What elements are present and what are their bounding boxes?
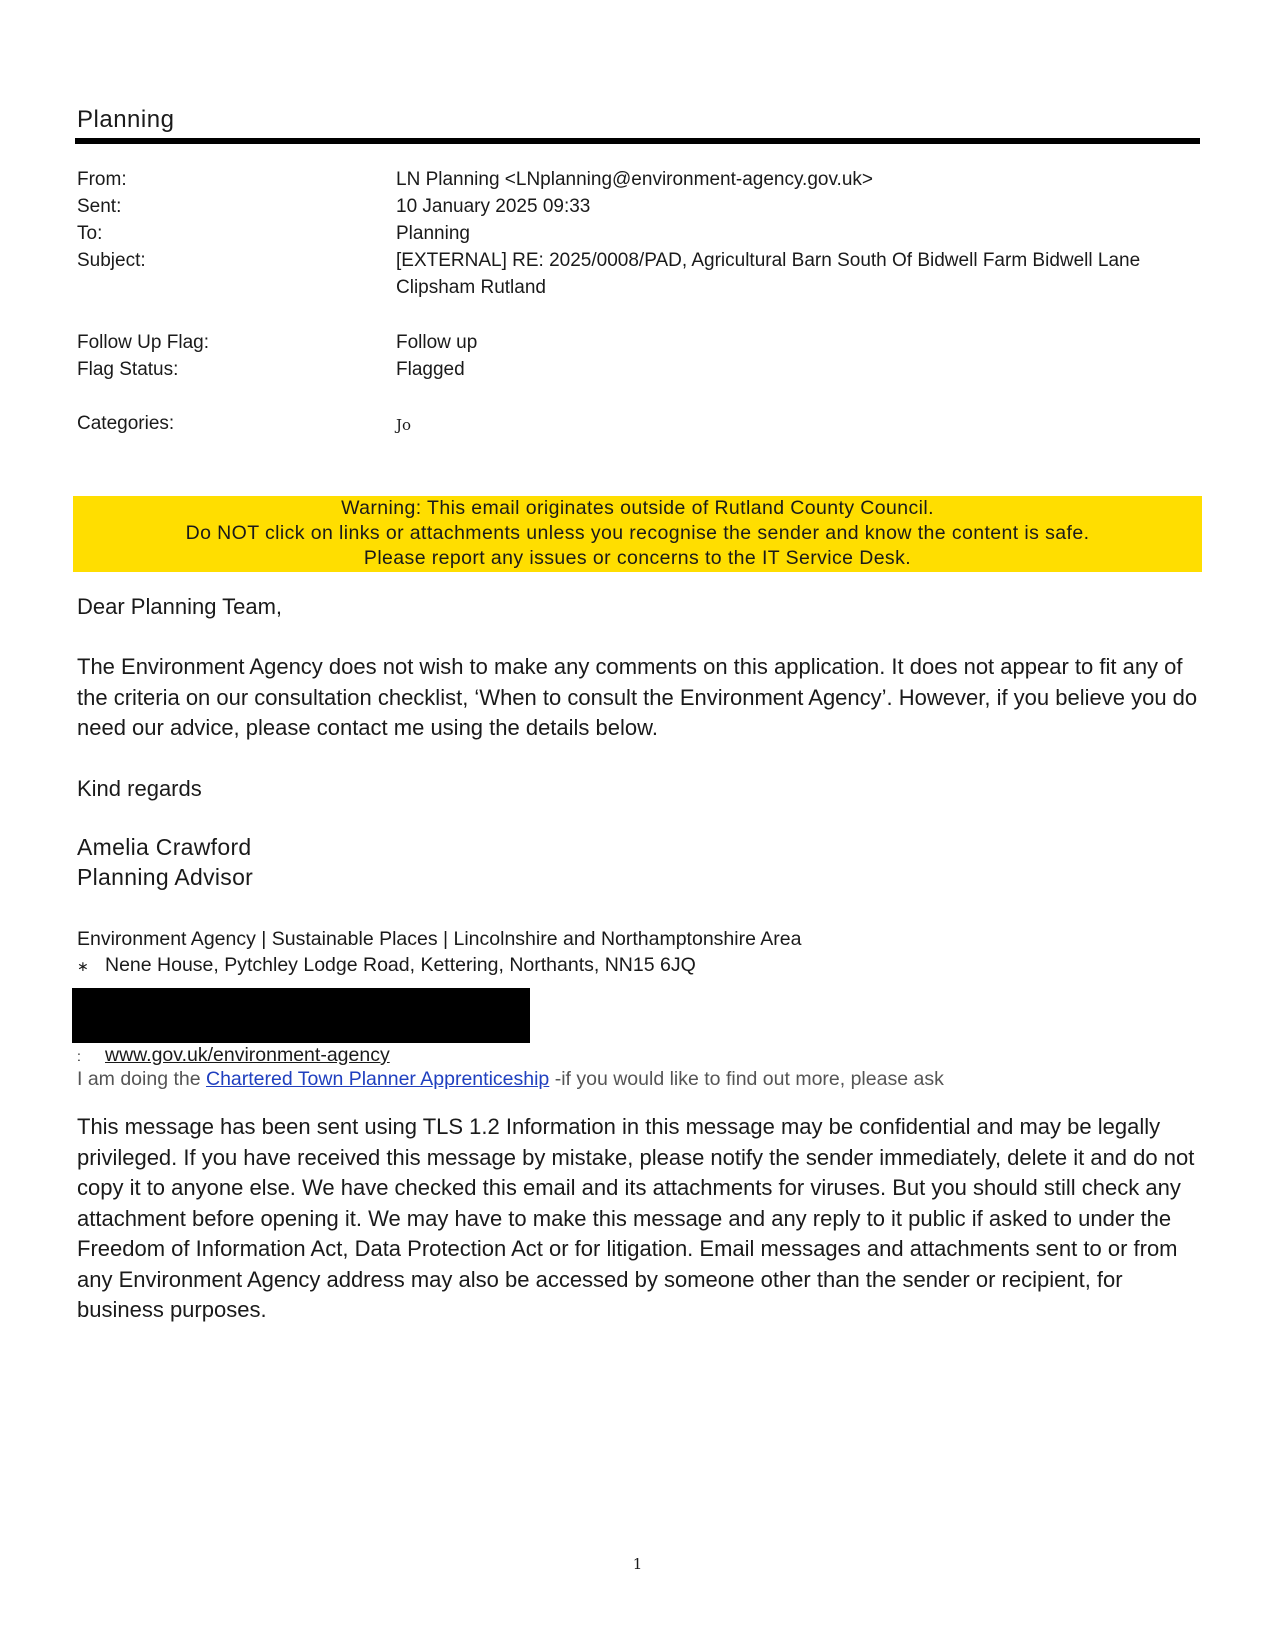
categories-value: Jo	[396, 416, 412, 434]
follow-up-flag-label: Follow Up Flag:	[77, 332, 209, 353]
signature-name: Amelia Crawford	[77, 834, 252, 860]
closing: Kind regards	[77, 776, 202, 801]
sent-value: 10 January 2025 09:33	[396, 196, 591, 217]
subject-value-line1: [EXTERNAL] RE: 2025/0008/PAD, Agricultural Barn South Of Bidwell Farm Bidwell Lane	[396, 250, 1141, 271]
confidentiality-disclaimer: This message has been sent using TLS 1.2 Information in this message may be confidential and may be legally privileged. If you have received this message by mistake, please notify the sender immediately, delete it and do not copy it to anyone else. We have checked this email and its attachments for viruses. But you should still check any attachment before opening it. We may have to make this message and any reply to it public if asked to under the Freedom of Information Act, Data Protection Act or for litigation. Email messages and attachments sent to or from any Environment Agency address may also be accessed by someone other than the sender or recipient, for business purposes.	[77, 1114, 1195, 1322]
subject-label: Subject:	[77, 250, 146, 271]
document-title: Planning	[77, 106, 175, 133]
to-value: Planning	[396, 223, 470, 244]
address-bullet-icon: ∗	[77, 957, 89, 974]
sent-label: Sent:	[77, 196, 122, 217]
from-label: From:	[77, 169, 127, 190]
apprenticeship-line	[77, 1068, 944, 1091]
flag-status-value: Flagged	[396, 359, 465, 380]
apprenticeship-suffix: -if you would like to find out more, please ask	[549, 1068, 944, 1090]
subject-value-line2: Clipsham Rutland	[396, 277, 546, 298]
signature-organisation: Environment Agency | Sustainable Places | Lincolnshire and Northamptonshire Area	[77, 928, 802, 950]
environment-agency-web-link[interactable]: www.gov.uk/environment-agency	[105, 1044, 390, 1066]
to-label: To:	[77, 223, 103, 244]
apprenticeship-link[interactable]: Chartered Town Planner Apprenticeship	[206, 1068, 550, 1090]
body-paragraph: The Environment Agency does not wish to make any comments on this application. It does not appear to fit any of the criteria on our consultation checklist, ‘When to consult the Environment Agency’. However, if you believe you do need our advice, please contact me using the details below.	[77, 654, 1198, 740]
redaction-box	[72, 988, 530, 1043]
flag-status-label: Flag Status:	[77, 359, 179, 380]
web-bullet-icon: :	[77, 1047, 81, 1064]
greeting: Dear Planning Team,	[77, 594, 283, 619]
page-number: 1	[632, 1555, 643, 1573]
warning-line-1: Warning: This email originates outside of Rutland County Council.	[341, 497, 934, 519]
follow-up-flag-value: Follow up	[396, 332, 478, 353]
signature-address-line	[77, 952, 696, 979]
title-divider	[75, 138, 1200, 144]
from-value: LN Planning <LNplanning@environment-agency.gov.uk>	[396, 169, 873, 190]
warning-line-2: Do NOT click on links or attachments unless you recognise the sender and know the content is safe.	[185, 522, 1090, 544]
signature-address: Nene House, Pytchley Lodge Road, Kettering, Northants, NN15 6JQ	[105, 954, 696, 976]
warning-line-3: Please report any issues or concerns to the IT Service Desk.	[363, 547, 912, 569]
signature-title: Planning Advisor	[77, 864, 254, 890]
external-email-warning-banner	[73, 496, 1202, 572]
apprenticeship-prefix: I am doing the	[77, 1068, 206, 1090]
categories-label: Categories:	[77, 413, 175, 434]
signature-web-line	[77, 1042, 390, 1069]
